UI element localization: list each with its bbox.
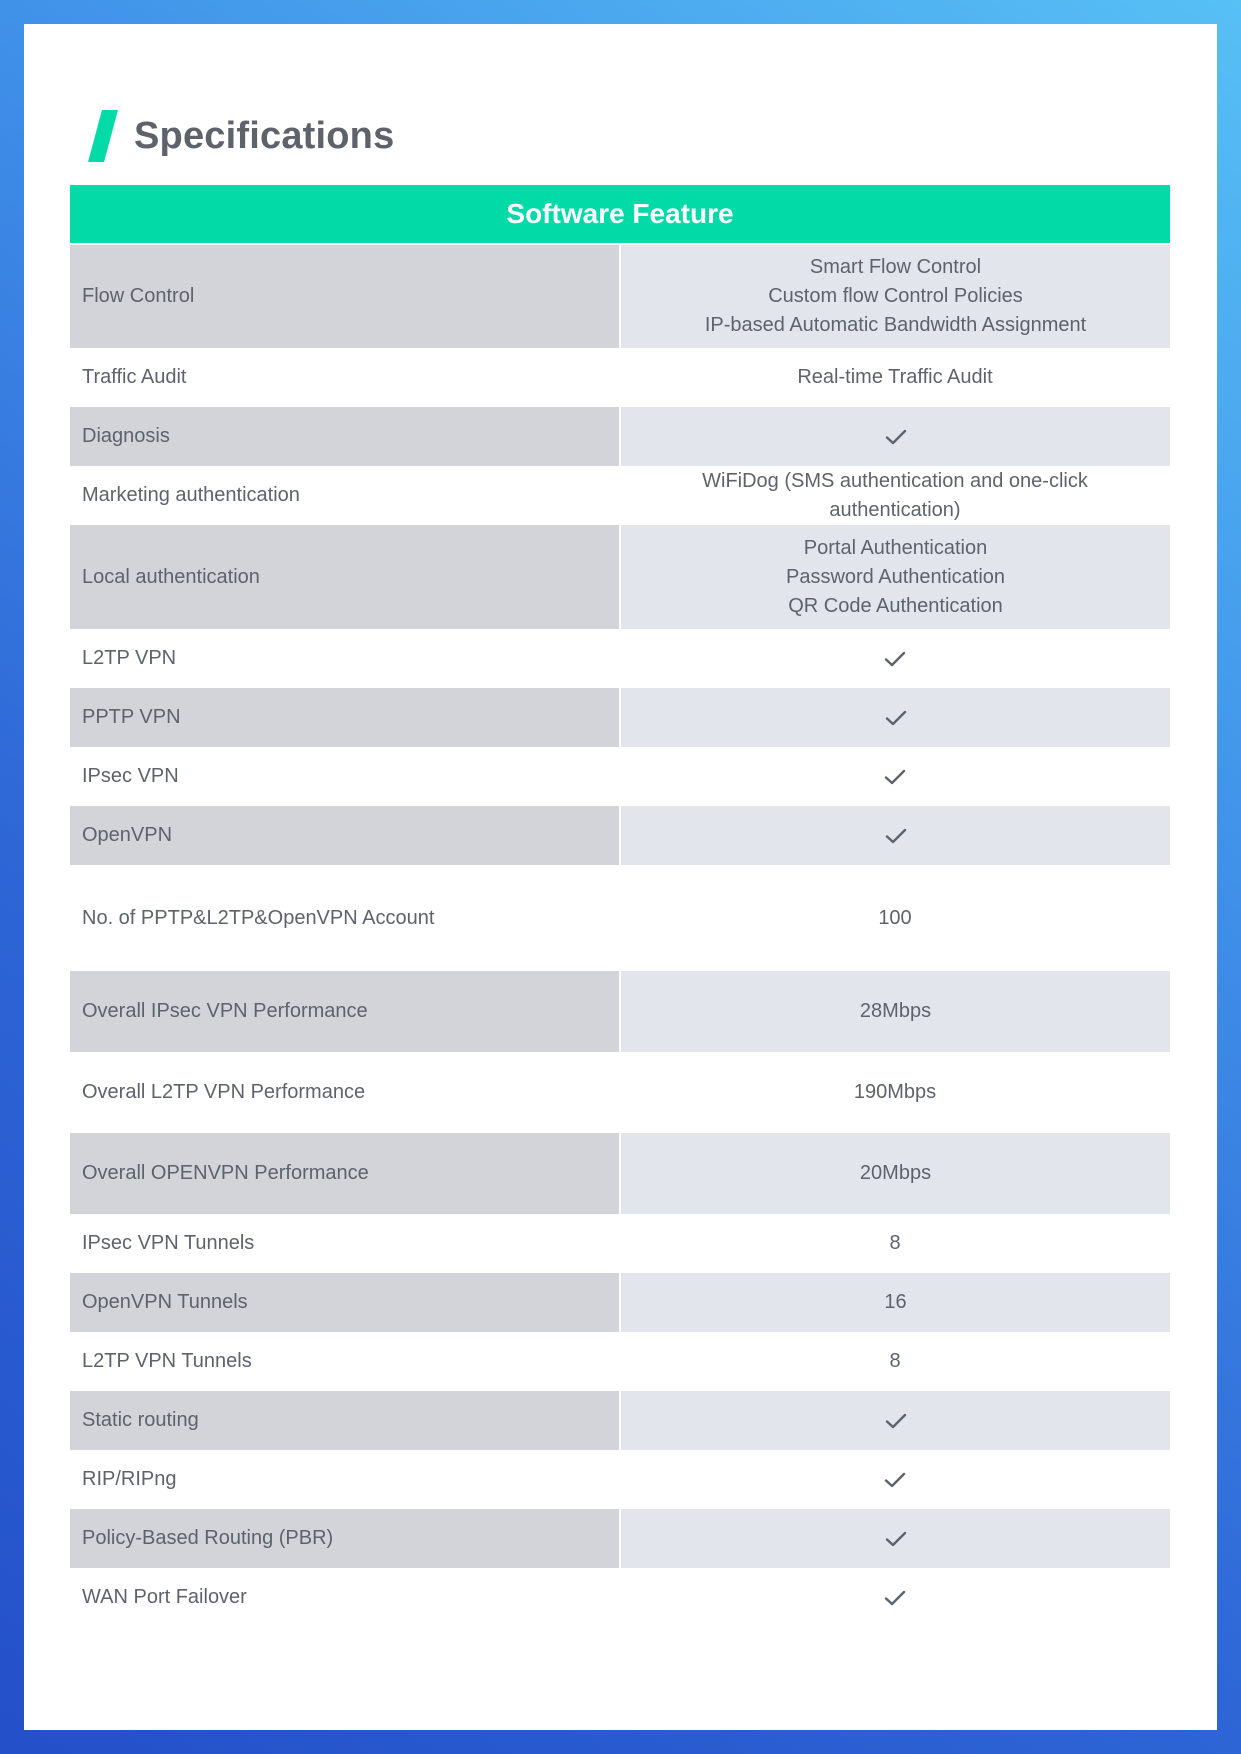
feature-cell: Local authentication — [70, 525, 620, 629]
value-cell — [620, 1332, 1170, 1391]
value-line: 20Mbps — [859, 1162, 932, 1184]
feature-cell: Overall IPsec VPN Performance — [70, 971, 620, 1052]
table-header: Software Feature — [70, 185, 1170, 244]
table-row — [70, 1450, 1170, 1509]
table-row — [70, 1052, 1170, 1133]
page-title: Specifications — [134, 114, 395, 157]
feature-cell: WAN Port Failover — [70, 1568, 620, 1627]
value-cell — [620, 1052, 1170, 1133]
value-cell — [620, 1273, 1170, 1332]
value-line: 28Mbps — [859, 1000, 932, 1022]
table-row — [70, 466, 1170, 525]
feature-cell: PPTP VPN — [70, 688, 620, 747]
table-body — [70, 244, 1170, 1627]
feature-cell: Static routing — [70, 1391, 620, 1450]
table-row — [70, 1273, 1170, 1332]
feature-cell: Overall OPENVPN Performance — [70, 1133, 620, 1214]
value-line: Smart Flow Control — [809, 256, 982, 278]
table-row — [70, 747, 1170, 806]
checkmark-icon — [884, 651, 906, 667]
value-line: 190Mbps — [853, 1081, 937, 1103]
table-row — [70, 1332, 1170, 1391]
value-line: Password Authentication — [785, 565, 1006, 588]
table-row — [70, 407, 1170, 466]
table-row — [70, 688, 1170, 747]
slash-accent-icon — [88, 110, 118, 162]
feature-cell: No. of PPTP&L2TP&OpenVPN Account — [70, 865, 620, 971]
checkmark-icon — [884, 1472, 906, 1488]
value-cell — [620, 348, 1170, 407]
value-cell — [620, 1214, 1170, 1273]
value-cell — [620, 1450, 1170, 1509]
table-row — [70, 1568, 1170, 1627]
table-header-row — [70, 185, 1170, 244]
value-cell — [620, 1391, 1170, 1450]
feature-cell: RIP/RIPng — [70, 1450, 620, 1509]
checkmark-icon — [884, 1590, 906, 1606]
checkmark-icon — [884, 769, 906, 785]
value-line: 100 — [878, 906, 912, 929]
value-line: Portal Authentication — [803, 536, 988, 559]
table-row — [70, 244, 1170, 348]
value-cell — [620, 525, 1170, 629]
value-cell — [620, 688, 1170, 747]
table-row — [70, 348, 1170, 407]
value-cell — [620, 1133, 1170, 1214]
feature-cell: IPsec VPN — [70, 747, 620, 806]
table-row — [70, 1214, 1170, 1273]
value-cell — [620, 806, 1170, 865]
feature-cell: Flow Control — [70, 244, 620, 348]
feature-cell: IPsec VPN Tunnels — [70, 1214, 620, 1273]
feature-cell: OpenVPN Tunnels — [70, 1273, 620, 1332]
table-row — [70, 629, 1170, 688]
value-cell — [620, 971, 1170, 1052]
feature-cell: L2TP VPN Tunnels — [70, 1332, 620, 1391]
spec-page — [24, 24, 1217, 1730]
value-cell — [620, 244, 1170, 348]
value-line: QR Code Authentication — [788, 594, 1003, 617]
value-line: 8 — [889, 1232, 901, 1254]
value-cell — [620, 865, 1170, 971]
table-row — [70, 1391, 1170, 1450]
feature-cell: Traffic Audit — [70, 348, 620, 407]
feature-cell: Diagnosis — [70, 407, 620, 466]
software-feature-table — [70, 185, 1170, 1627]
checkmark-icon — [885, 1413, 907, 1429]
checkmark-icon — [885, 710, 907, 726]
table-row — [70, 1509, 1170, 1568]
feature-cell: Overall L2TP VPN Performance — [70, 1052, 620, 1133]
value-line: 16 — [884, 1291, 907, 1313]
feature-cell: L2TP VPN — [70, 629, 620, 688]
table-row — [70, 971, 1170, 1052]
feature-cell: Marketing authentication — [70, 466, 620, 525]
table-row — [70, 1133, 1170, 1214]
value-line: WiFiDog (SMS authentication and one-click authentication) — [702, 469, 1088, 521]
value-line: Real-time Traffic Audit — [797, 366, 993, 388]
feature-cell: Policy-Based Routing (PBR) — [70, 1509, 620, 1568]
checkmark-icon — [885, 429, 907, 445]
value-line: IP-based Automatic Bandwidth Assignment — [704, 314, 1087, 336]
table-row — [70, 806, 1170, 865]
table-row — [70, 525, 1170, 629]
value-cell — [620, 1509, 1170, 1568]
table-row — [70, 865, 1170, 971]
checkmark-icon — [885, 1531, 907, 1547]
title-block — [88, 96, 394, 176]
value-cell — [620, 747, 1170, 806]
checkmark-icon — [885, 828, 907, 844]
value-cell — [620, 629, 1170, 688]
value-cell — [620, 1568, 1170, 1627]
feature-cell: OpenVPN — [70, 806, 620, 865]
value-cell — [620, 407, 1170, 466]
value-line: Custom flow Control Policies — [768, 285, 1023, 307]
value-cell — [620, 466, 1170, 525]
value-line: 8 — [889, 1350, 901, 1372]
